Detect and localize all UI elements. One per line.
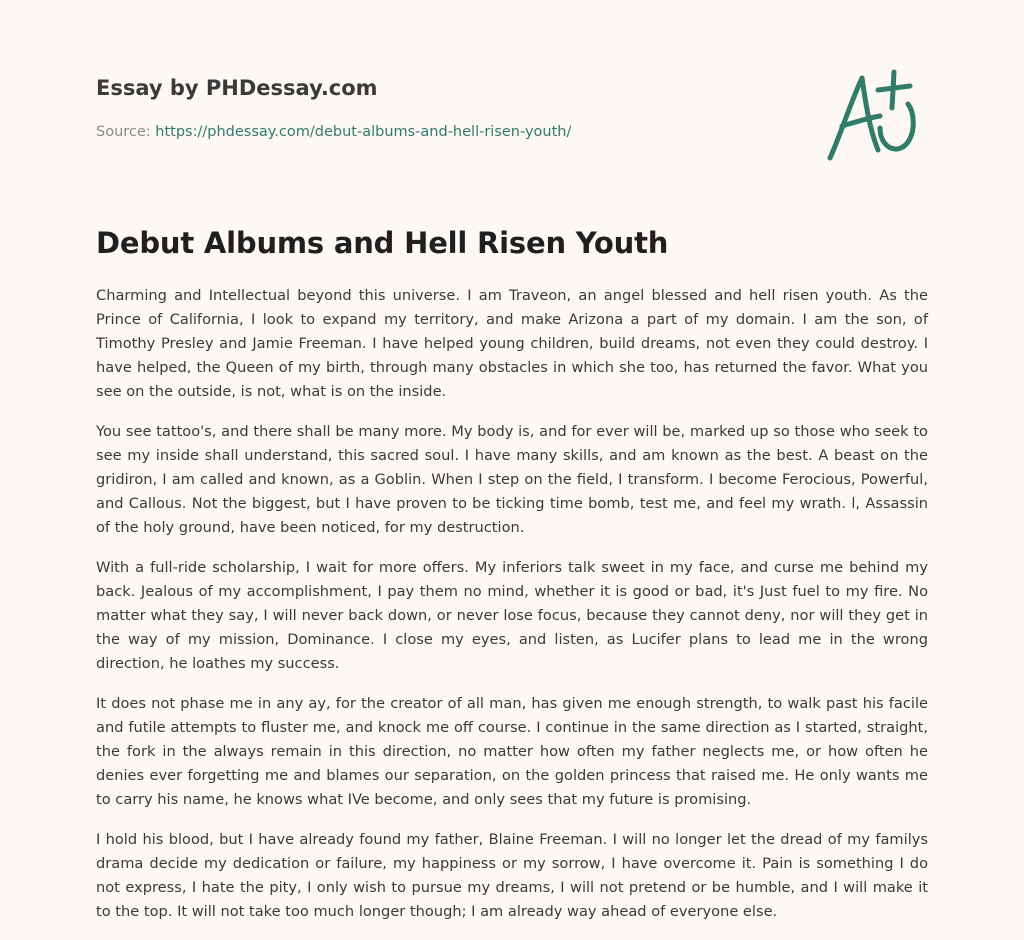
essay-paragraph: With a full-ride scholarship, I wait for more offers. My inferiors talk sweet in my face, and curse me behind my back. Jealous of my accomplishment, I pay them no mind, whether it is good or bad, it's Just fuel to my fire. No matter what they say, I will never back down, or never lose focus, because they cannot deny, nor will they get in the way of my mission, Dominance. I close my eyes, and listen, as Lucifer plans to lead me in the wrong direction, he loathes my success. — [96, 559, 928, 672]
essay-title: Debut Albums and Hell Risen Youth — [96, 226, 669, 260]
site-brand: Essay by PHDessay.com — [96, 76, 378, 100]
a-plus-grade-icon — [818, 66, 930, 166]
essay-paragraph: Charming and Intellectual beyond this universe. I am Traveon, an angel blessed and hell risen youth. As the Prince of California, I look to expand my territory, and make Arizona a part of my domain. I am the son, of Timothy Presley and Jamie Freeman. I have helped young children, build dreams, not even they could destroy. I have helped, the Queen of my birth, through many obstacles in which she too, has returned the favor. What you see on the outside, is not, what is on the inside. — [96, 287, 928, 400]
essay-paragraph: It does not phase me in any ay, for the creator of all man, has given me enough strength, to walk past his facile and futile attempts to fluster me, and knock me off course. I continue in the same direction as I started, straight, the fork in the always remain in this direction, no matter how often my father neglects me, or how often he denies ever forgetting me and blames our separation, on the golden princess that raised me. He only wants me to carry his name, he knows what IVe become, and only sees that my future is promising. — [96, 695, 928, 808]
essay-body — [96, 284, 928, 940]
essay-paragraph: I hold his blood, but I have already found my father, Blaine Freeman. I will no longer let the dread of my familys drama decide my dedication or failure, my happiness or my sorrow, I have overcome it. Pain is something I do not express, I hate the pity, I only wish to pursue my dreams, I will not pretend or be humble, and I will make it to the top. It will not take too much longer though; I am already way ahead of everyone else. — [96, 831, 928, 920]
source-line — [96, 124, 571, 140]
source-link[interactable]: https://phdessay.com/debut-albums-and-hell-risen-youth/ — [155, 124, 572, 140]
essay-paragraph: You see tattoo's, and there shall be many more. My body is, and for ever will be, marked up so those who seek to see my inside shall understand, this sacred soul. I have many skills, and am known as the best. A beast on the gridiron, I am called and known, as a Goblin. When I step on the field, I transform. I become Ferocious, Powerful, and Callous. Not the biggest, but I have proven to be ticking time bomb, test me, and feel my wrath. l, Assassin of the holy ground, have been noticed, for my destruction. — [96, 423, 928, 536]
source-label: Source: — [96, 124, 156, 140]
